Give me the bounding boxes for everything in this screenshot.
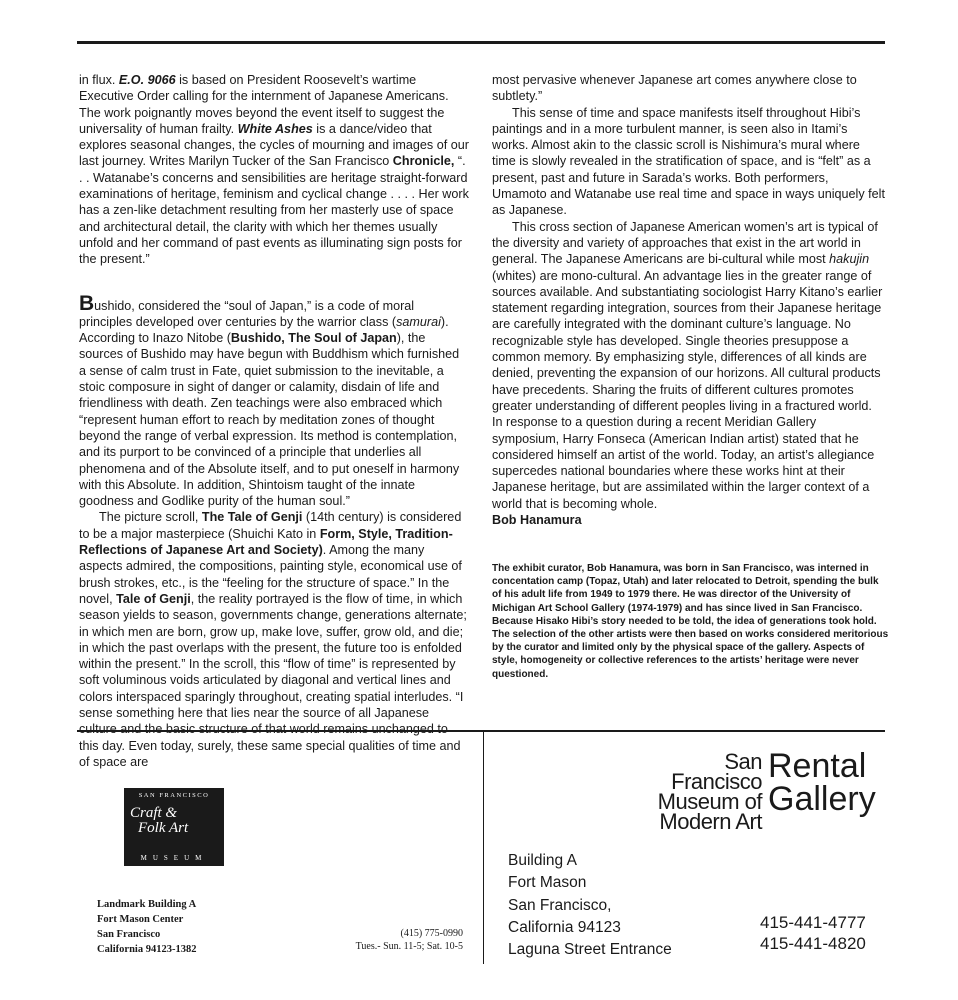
paragraph-genji: The picture scroll, The Tale of Genji (14th century) is considered to be a major masterpiece (Shuichi Kato in Form, Style, Tradition-Reflections of Japanese Art and Society). Among the many aspects admired, the compositions, painting style, economical use of brush strokes, etc., is the “feeling for the structure of space.” In the novel, Tale of Genji, the reality portrayed is the flow of time, in which season yields to season, governments change, generations alternate; in which men are born, grow up, make love, suffer, grow old, and die; in which the past overlaps with the present, the future too is enfolded within the present.” In the scroll, this “flow of time” is represented by soft voluminous voids articulated by diagonal and vertical lines and colors interspaced sparingly throughout, creating spatial interludes. “I sense something here that lies near the source of all Japanese culture and the basic structure of that world remains unchanged to this day. Even today, surely, these same special qualities of time and of space are <box>79 510 467 769</box>
drop-cap: B <box>79 291 95 315</box>
gallery-address: Building A Fort Mason San Francisco, California 94123 Laguna Street Entrance <box>508 852 672 959</box>
paragraph-watanabe: in flux. E.O. 9066 is based on President Roosevelt’s wartime Executive Order calling for the internment of Japanese Americans. The work poignantly moves beyond the event itself to suggest the universality of human frailty. White Ashes is a dance/video that explores seasonal changes, the cycles of mourning and images of our last journey. Writes Marilyn Tucker of the San Francisco Chronicle, “. . . Watanabe’s concerns and sensibilities are heritage straight-forward examinations of heritage, feminism and cyclical change . . . . Her work has a zen-like detachment resulting from her masterly use of space and architectural detail, the clarity with which her themes usually unfold and her command of past events as illuminating sign posts for the present.” <box>79 73 469 267</box>
curator-bio: The exhibit curator, Bob Hanamura, was born in San Francisco, was interned in concentation camp (Topaz, Utah) and later relocated to Detroit, spending the bulk of his adult life from 1949 to 1979 there. He was director of the University of Michigan Art School Gallery (1974-1979) and has since lived in San Francisco. Because Hisako Hibi’s story needed to be told, the idea of generations took hold. The selection of the other artists were then based on works considered meritorious by the curator and limited only by the physical space of the gallery. Aspects of style, homogeneity or collective references to the artists’ heritage were never questioned. <box>492 563 889 680</box>
museum-phone: (415) 775-0990 <box>400 928 463 939</box>
museum-hours: Tues.- Sun. 11-5; Sat. 10-5 <box>355 941 463 952</box>
museum-contact <box>333 927 463 953</box>
footer-divider <box>483 732 484 964</box>
paragraph-cross-section: This cross section of Japanese American women’s art is typical of the diversity and variety of approaches that exist in the art world in general. The Japanese Americans are bi-cultural while most hakujin (whites) are mono-cultural. An advantage lies in the greater range of sources available. And substantiating sociologist Harry Kitano’s earlier statement regarding integration, sources from their Japanese heritage are carefully integrated with the dominant culture’s language. No recognizable style has developed. Single theories presuppose a common memory. By emphasizing style, differences of all kinds are denied, preventing the expansion of our horizons. All cultural products have precedents. Sharing the fruits of different cultures promotes greater understanding of different peoples living in a fractured world. In response to a question during a recent Meridian Gallery symposium, Harry Fonseca (American Indian artist) stated that he considered himself an artist of the world. Today, an artist’s allegiance supercedes national boundaries where these works hint at their Japanese heritage, but are assimilated within the larger context of a world that is becoming whole. <box>492 219 883 511</box>
craft-folk-art-museum-logo: SAN FRANCISCO Craft & Folk Art MUSEUM <box>124 788 224 866</box>
left-column <box>79 72 469 770</box>
sfmoma-wordmark: San Francisco Museum of Modern Art <box>657 749 762 834</box>
author-signature: Bob Hanamura <box>492 513 582 528</box>
right-column <box>492 72 885 528</box>
rental-gallery-wordmark: Rental Gallery <box>768 747 876 818</box>
paragraph-bushido: Bushido, considered the “soul of Japan,” is a code of moral principles developed over centuries by the warrior class (samurai). According to Inazo Nitobe (Bushido, The Soul of Japan), the sources of Bushido may have begun with Buddhism which furnished a sense of calm trust in Fate, quiet submission to the inevitable, a stoic composure in sight of danger or calamity, disdain of life and friendliness with death. Zen teachings were also embraced which “represent human effort to reach by meditation zones of thought beyond the range of verbal expression. Its method is contemplation, and its purport to be convinced of a principle that underlies all phenomena and of the Absolute itself, and to put oneself in harmony with this Absolute. In addition, Shintoism taught of the innate goodness and Godlike purity of the human soul.” <box>79 291 460 509</box>
top-rule <box>77 41 885 44</box>
paragraph-subtlety: most pervasive whenever Japanese art comes anywhere close to subtlety.” <box>492 73 857 104</box>
paragraph-time-space: This sense of time and space manifests itself throughout Hibi’s paintings and in a more turbulent manner, is seen also in Itami’s works. Almost akin to the classic scroll is Nishimura’s mural where time is slowly revealed in the stratification of space, and is “felt” as a present, past and future in Sarada’s works. Both performers, Umamoto and Watanabe use real time and space in ways uniquely felt as Japanese. <box>492 105 885 218</box>
museum-address: Landmark Building A Fort Mason Center San Francisco California 94123-1382 <box>97 899 197 955</box>
gallery-phones: 415-441-4777 415-441-4820 <box>760 913 866 953</box>
